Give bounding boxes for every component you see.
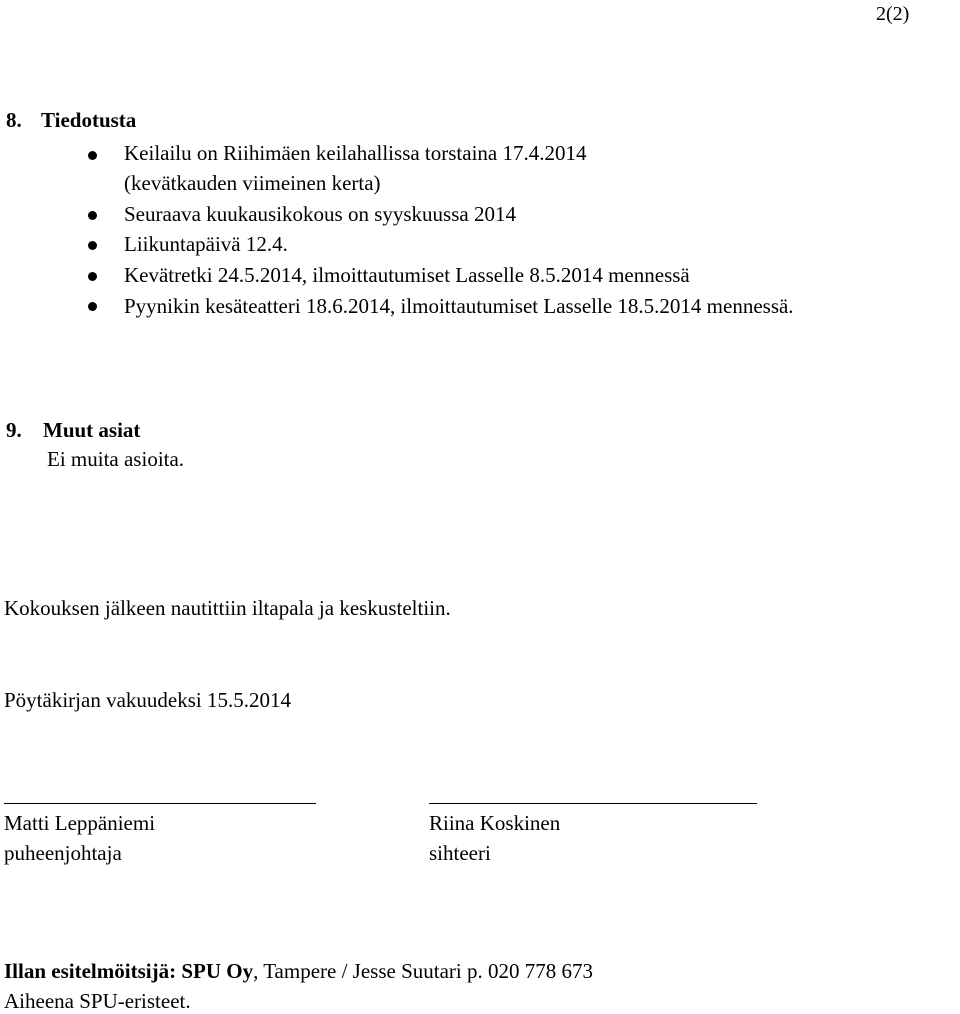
- footer-details: , Tampere / Jesse Suutari p. 020 778 673: [253, 959, 594, 983]
- section-9-text: Ei muita asioita.: [47, 447, 185, 471]
- signatory-name: Matti Leppäniemi: [4, 811, 156, 835]
- section-9-title: Muut asiat: [43, 418, 141, 442]
- footer-speaker-line: [4, 961, 593, 982]
- footer-topic: Aiheena SPU-eristeet.: [4, 989, 191, 1013]
- list-item: Kevätretki 24.5.2014, ilmoittautumiset Lasselle 8.5.2014 mennessä: [124, 263, 690, 287]
- footer-label: Illan esitelmöitsijä:: [4, 959, 177, 983]
- bullet-icon: [88, 151, 97, 160]
- section-9-number: 9.: [6, 418, 22, 442]
- signature-line: [429, 803, 757, 804]
- signatory-role: puheenjohtaja: [4, 841, 122, 865]
- bullet-icon: [88, 211, 97, 220]
- verification-text: Pöytäkirjan vakuudeksi 15.5.2014: [4, 688, 291, 712]
- closing-text: Kokouksen jälkeen nautittiin iltapala ja keskusteltiin.: [4, 596, 451, 620]
- list-item: Pyynikin kesäteatteri 18.6.2014, ilmoittautumiset Lasselle 18.5.2014 mennessä.: [124, 294, 794, 318]
- list-item: Liikuntapäivä 12.4.: [124, 232, 288, 256]
- signature-line: [4, 803, 316, 804]
- page-number: 2(2): [876, 3, 910, 25]
- signatory-name: Riina Koskinen: [429, 811, 561, 835]
- section-8-title: Tiedotusta: [41, 108, 137, 132]
- signatory-role: sihteeri: [429, 841, 491, 865]
- bullet-icon: [88, 241, 97, 250]
- list-item: Seuraava kuukausikokous on syyskuussa 2014: [124, 202, 516, 226]
- section-8-number: 8.: [6, 108, 22, 132]
- bullet-icon: [88, 302, 97, 311]
- list-item: Keilailu on Riihimäen keilahallissa torstaina 17.4.2014: [124, 141, 587, 165]
- footer-company: SPU Oy: [181, 959, 254, 983]
- bullet-icon: [88, 272, 97, 281]
- list-item-continuation: (kevätkauden viimeinen kerta): [124, 171, 381, 195]
